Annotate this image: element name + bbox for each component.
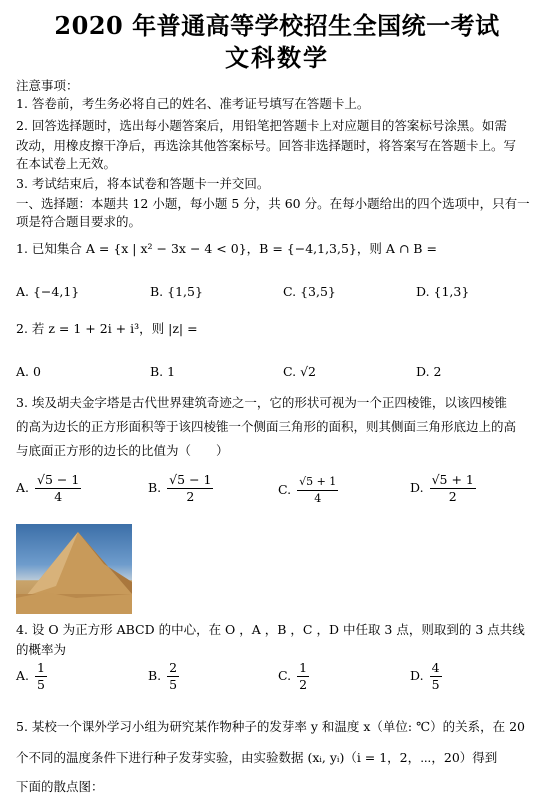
q1-option-b: B. {1,5} — [150, 284, 203, 299]
notice-line: 1. 答卷前，考生务必将自己的姓名、准考证号填写在答题卡上。 — [16, 96, 370, 111]
question-2-stem: 2. 若 z = 1 + 2i + i³，则 |z| = — [16, 321, 198, 336]
q3-option-a: A. $\frac{√5 - 1}{4}$ — [16, 472, 80, 504]
notice-line: 改动，用橡皮擦干净后，再选涂其他答案标号。回答非选择题时，将答案写在答题卡上。写 — [16, 138, 517, 153]
q1-option-c: C. {3,5} — [283, 284, 336, 299]
pyramid-illustration — [16, 524, 132, 614]
pyramid-photo — [16, 524, 132, 614]
fraction: $\frac{1}{2}$ — [299, 660, 308, 692]
question-4-stem: 4. 设 O 为正方形 ABCD 的中心，在 O ，A ，B ，C ，D 中任取 3 点，则取到的 3 点共线 — [16, 622, 525, 637]
question-3-stem: 3. 埃及胡夫金字塔是古代世界建筑奇迹之一，它的形状可视为一个正四棱锥，以该四棱锥 — [16, 395, 507, 410]
fraction: $\frac{√5 - 1}{4}$ — [37, 472, 80, 504]
question-1-stem: 1. 已知集合 A = {x | x² − 3x − 4 < 0}，B = {−4,1,3,5}，则 A ∩ B = — [16, 241, 437, 256]
exam-subtitle: 文科数学 — [225, 43, 329, 72]
fraction: $\frac{1}{5}$ — [37, 660, 45, 692]
fraction: $\frac{√5 + 1}{4}$ — [299, 475, 337, 505]
question-5-stem-cont: 个不同的温度条件下进行种子发芽实验，由实验数据 (xᵢ, yᵢ)（i = 1，2，⋯，20）得到 — [16, 750, 498, 765]
exam-title: 2020 年普通高等学校招生全国统一考试 — [54, 11, 500, 40]
q3-option-b: B. $\frac{√5 - 1}{2}$ — [148, 472, 212, 504]
notice-line: 2. 回答选择题时，选出每小题答案后，用铅笔把答题卡上对应题目的答案标号涂黑。如需 — [16, 118, 507, 133]
question-3-stem-cont: 与底面正方形的边长的比值为（ ） — [16, 443, 229, 458]
notice-line: 在本试卷上无效。 — [16, 156, 117, 171]
q4-option-a: A. $\frac{1}{5}$ — [16, 660, 45, 692]
q2-option-c: C. √2 — [283, 364, 316, 379]
q4-option-b: B. $\frac{2}{5}$ — [148, 660, 178, 692]
fraction: $\frac{√5 - 1}{2}$ — [169, 472, 212, 504]
q4-option-c: C. $\frac{1}{2}$ — [278, 660, 308, 692]
q4-option-d: D. $\frac{4}{5}$ — [410, 660, 440, 692]
section-heading: 一、选择题：本题共 12 小题，每小题 5 分，共 60 分。在每小题给出的四个选项中，只有一 — [16, 196, 530, 211]
question-5-stem: 5. 某校一个课外学习小组为研究某作物种子的发芽率 y 和温度 x（单位: ℃）的关系，在 20 — [16, 719, 525, 734]
q3-option-c: C. $\frac{√5 + 1}{4}$ — [278, 475, 337, 505]
notice-line: 3. 考试结束后，将本试卷和答题卡一并交回。 — [16, 176, 270, 191]
notice-heading: 注意事项： — [16, 78, 79, 93]
q2-option-d: D. 2 — [416, 364, 442, 379]
q3-option-d: D. $\frac{√5 + 1}{2}$ — [410, 472, 474, 504]
q2-option-b: B. 1 — [150, 364, 176, 379]
fraction: $\frac{2}{5}$ — [169, 660, 178, 692]
q2-option-a: A. 0 — [16, 364, 41, 379]
section-heading-cont: 项是符合题目要求的。 — [16, 214, 142, 229]
fraction: $\frac{4}{5}$ — [431, 660, 440, 692]
question-5-stem-cont: 下面的散点图： — [16, 779, 104, 794]
q1-option-a: A. {−4,1} — [16, 284, 80, 299]
question-4-stem-cont: 的概率为 — [16, 642, 67, 657]
question-3-stem-cont: 的高为边长的正方形面积等于该四棱锥一个侧面三角形的面积，则其侧面三角形底边上的高 — [16, 419, 517, 434]
q1-option-d: D. {1,3} — [416, 284, 470, 299]
fraction: $\frac{√5 + 1}{2}$ — [431, 472, 474, 504]
